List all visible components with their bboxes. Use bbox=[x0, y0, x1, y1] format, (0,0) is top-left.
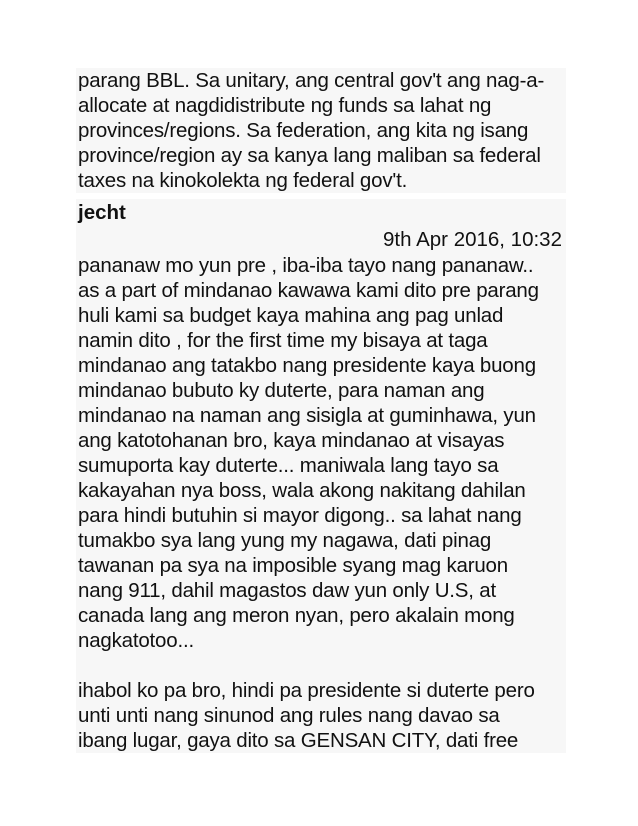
post-jecht bbox=[76, 199, 566, 753]
post-text-line: mindanao bubuto ky duterte, para naman ang bbox=[78, 379, 485, 402]
post-text-line: provinces/regions. Sa federation, ang kita ng isang bbox=[78, 119, 529, 142]
forum-thread bbox=[76, 68, 566, 753]
post-text-line: huli kami sa budget kaya mahina ang pag unlad bbox=[78, 304, 504, 327]
post-text-line: parang BBL. Sa unitary, ang central gov't ang nag-a- bbox=[78, 69, 545, 92]
post-text-line: namin dito , for the first time my bisaya at taga bbox=[78, 329, 488, 352]
post-text-line: nagkatotoo... bbox=[78, 629, 194, 652]
post-text-line: ihabol ko pa bro, hindi pa presidente si duterte pero bbox=[78, 679, 535, 702]
post-text-line: sumuporta kay duterte... maniwala lang tayo sa bbox=[78, 454, 499, 477]
post-text-line: ang katotohanan bro, kaya mindanao at visayas bbox=[78, 429, 505, 452]
post-text-line: nang 911, dahil magastos daw yun only U.S, at bbox=[78, 579, 496, 602]
post-username: jecht bbox=[78, 201, 126, 224]
post-timestamp: 9th Apr 2016, 10:32 bbox=[383, 228, 562, 251]
post-text-line: mindanao ang tatakbo nang presidente kaya buong bbox=[78, 354, 536, 377]
post-text-line: as a part of mindanao kawawa kami dito pre parang bbox=[78, 279, 539, 302]
post-text-line: province/region ay sa kanya lang maliban sa federal bbox=[78, 144, 541, 167]
post-paragraph-1 bbox=[78, 253, 564, 653]
post-text-line: para hindi butuhin si mayor digong.. sa lahat nang bbox=[78, 504, 522, 527]
post-text-line: tumakbo sya lang yung my nagawa, dati pinag bbox=[78, 529, 492, 552]
post-text-line: unti unti nang sinunod ang rules nang davao sa bbox=[78, 704, 500, 727]
post-text-line: mindanao na naman ang sisigla at guminhawa, yun bbox=[78, 404, 536, 427]
post-paragraph-2 bbox=[78, 678, 564, 753]
post-text-line: ibang lugar, gaya dito sa GENSAN CITY, dati free bbox=[78, 729, 519, 752]
post-text-line: kakayahan nya boss, wala akong nakitang dahilan bbox=[78, 479, 526, 502]
post-previous bbox=[76, 68, 566, 193]
post-text-line: allocate at nagdidistribute ng funds sa lahat ng bbox=[78, 94, 492, 117]
post-text-line: tawanan pa sya na imposible syang mag karuon bbox=[78, 554, 508, 577]
paragraph-gap bbox=[78, 653, 564, 678]
post-text-line: canada lang ang meron nyan, pero akalain mong bbox=[78, 604, 515, 627]
post-text-line: pananaw mo yun pre , iba-iba tayo nang pananaw.. bbox=[78, 254, 534, 277]
post-text-line: taxes na kinokolekta ng federal gov't. bbox=[78, 169, 408, 192]
